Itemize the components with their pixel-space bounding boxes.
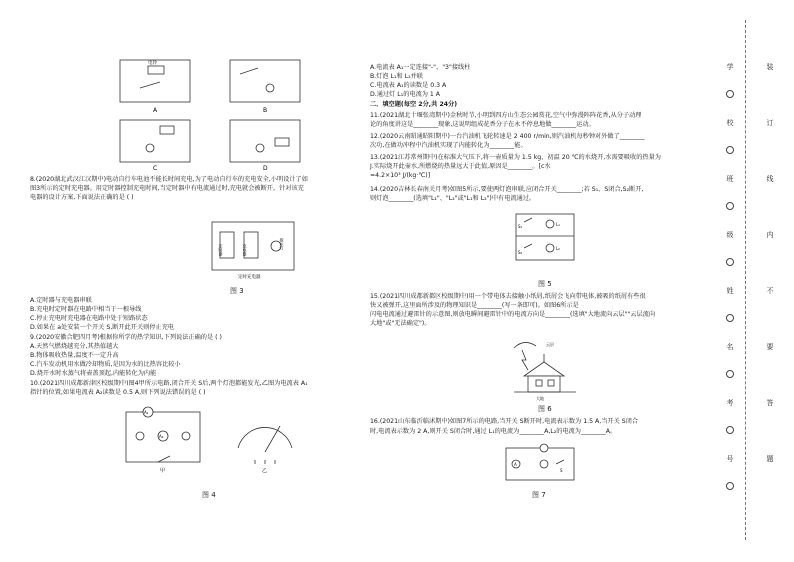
binding-char: 不 [766, 287, 774, 295]
fig5-l2: L₂ [556, 246, 560, 251]
q10-option-a: A.电流表 A₁一定连接"-"、"3"接线柱 [370, 64, 471, 71]
binding-char: 订 [766, 119, 774, 127]
binding-char: 级 [726, 231, 734, 239]
q10-line-2: 指针的位置,如果电流表 A₂读数是 0.5 A,则下列说法错误的是 ( ) [30, 389, 206, 396]
q13-line-3: =4.2×10³ J/(kg·℃)] [370, 172, 431, 179]
q8-option-a: A.定时器与充电器串联 [30, 297, 92, 304]
binding-char: 答 [766, 399, 774, 407]
q11-line-2: 论的角度讲这是________现象,这说明组成花香分子在永不停息地做________运动。 [370, 121, 595, 128]
binding-char: 线 [766, 175, 774, 183]
fig5-s1: S₁ [518, 224, 523, 229]
fig7-a: A [514, 462, 517, 467]
fig5-s2: S₂ [518, 250, 523, 255]
figure-5-circuit [510, 208, 580, 268]
fig3-timer: 定时器 [218, 244, 224, 256]
q16-line-1: 16.(2021山东临沂临沭期中)如图7所示的电路,当开关 S断开时,电流表示数为 1.5 A,当开关 S闭合 [370, 418, 639, 425]
binding-dashed-line [745, 20, 746, 540]
q9-option-b: B.物体吸收热量,温度不一定升高 [30, 352, 119, 359]
figure-4-ammeter-dial [230, 408, 300, 474]
q8-line-1: 8.(2020湖北武汉江汉期中)电动自行车电池不能长时间充电,为了电动自行车的充电安全,小明设计了如 [30, 176, 308, 183]
fig6-caption: 图 6 [538, 405, 552, 413]
q15-line-1: 15.(2021四川成都新都区校级期中)用一个带电体去接触小纸屑,纸屑会飞向带电体,被吸的纸屑有些很 [370, 293, 646, 300]
fig4-a2: A₂ [159, 434, 164, 439]
fig3-charger: 充电器 [242, 244, 248, 256]
fig3-caption: 图 3 [230, 287, 244, 295]
q14-line-1: 14.(2020吉林长春南关月考)如图5所示,要使两灯泡串联,应闭合开关________;若 S₁、S闭合,S₂断开, [370, 186, 644, 193]
fig-label-a: A [153, 107, 158, 114]
fig4-a1: A₁ [144, 410, 149, 415]
q8-option-b: B.充电时定时器在电路中相当于一根导线 [30, 306, 142, 313]
binding-circle [725, 370, 735, 380]
q14-line-2: 则灯泡________(选填"L₁"、"L₂"或"L₁和 L₂")中有电流通过。 [370, 195, 536, 202]
fig7-s: S [560, 468, 563, 473]
left-column [30, 0, 330, 562]
binding-circle [725, 426, 735, 436]
q10-option-d: D.通过灯 L₁的电流为 1 A [370, 91, 441, 98]
q9-option-d: D.烧开水时水蒸气将壶盖顶起,内能转化为内能 [30, 370, 157, 377]
binding-circle [725, 90, 735, 100]
fig6-cloud: 云层 [546, 342, 554, 347]
fig5-caption: 图 5 [538, 280, 552, 288]
binding-char: 题 [766, 455, 774, 463]
q9-option-c: C.汽车发动机用水做冷却物质,是因为水的比热容比较小 [30, 361, 181, 368]
q13-line-1: 13.(2021江苏常州期中)在标准大气压下,将一壶质量为 1.5 kg、初温 20 ℃的水烧开,水需要吸收的热量为 [370, 154, 661, 161]
q16-line-2: 时,电流表示数为 2 A,则开关 S闭合时,通过 L₁的电流为________A,L₂的电流为________A。 [370, 428, 617, 435]
fig3-bottom: 定时充电器 [238, 275, 261, 280]
q12-line-2: 次功,在做功冲程中汽油机实现了内能转化为________能。 [370, 142, 527, 149]
binding-char: 学 [726, 63, 734, 71]
q9-line-1: 9.(2020安徽合肥四月考)根据你所学的热学知识,下列说法正确的是 ( ) [30, 334, 222, 341]
binding-strip [705, 0, 785, 562]
q8-line-2: 图3所示的定时充电器。用定时器控制充电时间,当定时器中有电流通过时,充电就会被断开。针对该充 [30, 185, 304, 192]
fig6-ground: 大地 [536, 396, 544, 401]
q10-option-c: C.电流表 A₁的读数是 0.3 A [370, 82, 447, 89]
fig7-caption: 图 7 [532, 491, 546, 499]
figure-7-circuit [500, 442, 580, 486]
fig3-light: 指示灯 [279, 238, 285, 250]
fig4-caption: 图 4 [202, 491, 216, 499]
fig-label-d: D [263, 165, 268, 170]
q9-option-a: A.天然气燃烧越充分,其热值越大 [30, 343, 119, 350]
binding-char: 名 [726, 343, 734, 351]
fig5-l1: L₁ [556, 222, 560, 227]
fig-label-c: C [153, 165, 158, 170]
q10-option-b: B.灯泡 L₁和 L₂并联 [370, 73, 423, 80]
binding-circle [725, 314, 735, 324]
binding-circle [725, 202, 735, 212]
fig4-yi: 乙 [262, 468, 268, 474]
q15-line-3: 闪电电流通过避雷针的示意图,则放电瞬间避雷针中的电流方向是________(选填"大地流向云层""云层流向 [370, 311, 656, 318]
binding-char: 装 [766, 63, 774, 71]
q15-line-2: 快又被弹开,这里面所涉及的物理知识是________(写一条即可)。如图6所示是 [370, 302, 579, 309]
q15-line-4: 大地"或"无法确定")。 [370, 320, 431, 327]
section-2-heading: 二、填空题(每空 2分,共 24分) [370, 101, 458, 108]
binding-char: 姓 [726, 287, 734, 295]
binding-char: 要 [766, 343, 774, 351]
binding-char: 内 [766, 231, 774, 239]
q10-line-1: 10.(2021四川成都新津区校级期中)图4甲所示电路,闭合开关 S后,两个灯泡都能发光,乙图为电流表 A₁ [30, 380, 308, 387]
binding-char: 校 [726, 119, 734, 127]
circuit-options-figure [110, 52, 320, 170]
figure-4-circuit [118, 402, 208, 474]
bell-label: 电铃 [148, 61, 157, 66]
figure-6-lightning [510, 336, 580, 402]
binding-circle [725, 258, 735, 268]
fig4-jia: 甲 [160, 468, 166, 474]
q8-option-d: D.如果在 a处安装一个开关 S,断开此开关则停止充电 [30, 324, 175, 331]
binding-char: 考 [726, 399, 734, 407]
q13-line-2: J.实际烧开此壶水,所燃烧的热量远大于此值,原因是________。[c水 [370, 163, 551, 170]
binding-char: 号 [726, 455, 734, 463]
binding-circle [725, 482, 735, 492]
q12-line-1: 12.(2020云南昭通昭阳期中)一台汽油机飞轮转速是 2 400 r/min,则汽油机每秒钟对外做了________ [370, 133, 645, 140]
figure-3-timer-charger [208, 218, 298, 280]
q8-option-c: C.停止充电时充电器在电路中处于短路状态 [30, 315, 148, 322]
middle-column [370, 0, 700, 562]
binding-circle [725, 146, 735, 156]
binding-char: 班 [726, 175, 734, 183]
fig-label-b: B [263, 107, 268, 114]
q11-line-1: 11.(2021湖北十堰张湾期中)金秋时节,小明到四方山生态公园赏花,空气中弥漫阵阵花香,从分子动理 [370, 112, 642, 119]
q8-line-3: 电器的设计方案,下面说法正确的是 ( ) [30, 194, 134, 201]
